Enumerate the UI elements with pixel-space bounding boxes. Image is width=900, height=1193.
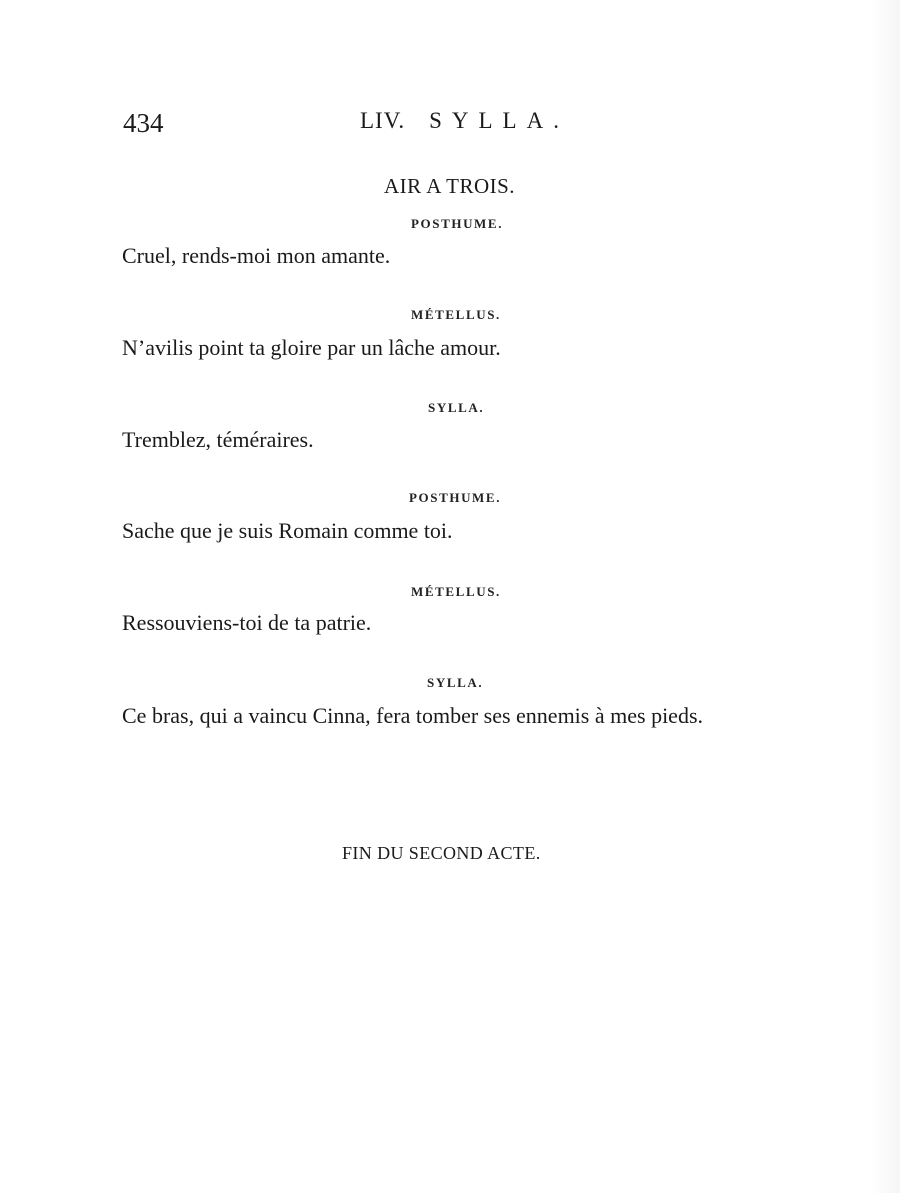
dialogue-line: Sache que je suis Romain comme toi. [122, 518, 453, 543]
speaker-name: MÉTELLUS. [411, 584, 501, 599]
section-title: AIR A TROIS. [384, 174, 516, 198]
dialogue-line: Ressouviens-toi de ta patrie. [122, 610, 372, 635]
speaker-name: SYLLA. [428, 400, 485, 415]
running-head-title: SYLLA. [429, 108, 569, 133]
page-edge-shading [870, 0, 900, 1193]
speaker-name: MÉTELLUS. [411, 307, 501, 322]
speaker-name: POSTHUME. [411, 216, 504, 231]
dialogue-line: N’avilis point ta gloire par un lâche amour. [122, 335, 501, 360]
page-number: 434 [123, 108, 164, 138]
dialogue-line: Cruel, rends-moi mon amante. [122, 243, 391, 268]
speaker-name: SYLLA. [427, 675, 484, 690]
dialogue-line: Ce bras, qui a vaincu Cinna, fera tomber ses ennemis à mes pieds. [122, 703, 704, 728]
act-end-text: FIN DU SECOND ACTE. [342, 843, 541, 863]
running-head [360, 108, 569, 134]
dialogue-line: Tremblez, téméraires. [122, 427, 314, 452]
speaker-name: POSTHUME. [409, 490, 502, 505]
chapter-numeral: LIV. [360, 108, 406, 133]
